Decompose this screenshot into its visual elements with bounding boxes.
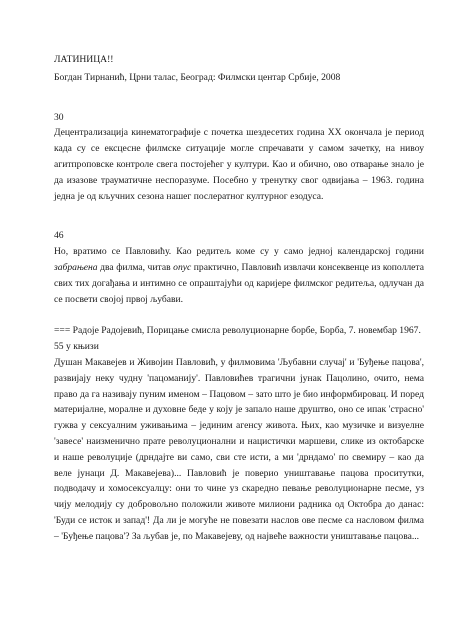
page-number-46: 46 [54, 230, 64, 242]
text-segment: практично, Павловић извлачи консеквенце из кополлета свих тих догађања и интимно се опраштајући од каријере филмског редитеља, одлучан да се посвети својој првој љубави. [54, 261, 424, 305]
quote-source: === Радоје Радојевић, Порицање смисла револуционарне борбе, Борба, 7. новембар 1967. [54, 325, 421, 337]
book-citation: Богдан Тирнанић, Црни талас, Београд: Филмски центар Србије, 2008 [54, 71, 341, 83]
italic-word-zabranjena: забрањена [54, 261, 98, 273]
section-text-46 [54, 244, 424, 307]
final-paragraph: Душан Макавејев и Живојин Павловић, у филмовима 'Љубавни случај' и 'Буђење пацова', развијају неку чудну 'пацоманију'. Павловићев трагични јунак Пацолино, очито, нема право да га називају пуним именом – Пацовом – зато што је био информбировац. И поред материјалне, моралне и духовне беде у коју је запало наше друштво, оно се ипак 'страсно' гужва у сексуалним уживањима – јединим агенсу живота. Њих, као музичке и визуелне 'завесе' наизменично прате револуционални и нацистички маршеви, слике из октобарске и наше револуције (дрндаjте ви само, сви сте исти, а ми 'дрндамо' по свемиру – као да веле јунаци Д. Макавејева)... Павловић је поверио уништавање пацова проситутки, подводачу и хомосексуалцу: они то чине уз скаредно певање револуционарне песме, уз чију мелодију су добровољно положили животе милиони радника од Октобра до данас: 'Буди се исток и запад'! Да ли је могуће не повезати наслов ове песме са насловом филма – 'Буђење пацова'? За љубав је, по Макавејеву, од највеће важности уништавање пацова... [54, 356, 424, 542]
document-page [54, 52, 424, 545]
page-number-30: 30 [54, 111, 64, 123]
italic-word-opus: опус [173, 261, 192, 273]
book-page-note: 55 у књизи [54, 341, 99, 353]
document-title: ЛАТИНИЦА!! [54, 54, 114, 65]
text-segment: два филма, читав [97, 261, 174, 273]
section-text-30: Децентрализација кинематографије с почетка шездесетих година XX окончала је период када су се ексцесне филмске ситуације могле спречавати у самом зачетку, на нивоу агитпроповске контроле свега постојећег у култури. Као и обично, ово отварање знало је да изазове трауматичне неспоразуме. Посебно у тренутку свог одвијања – 1963. година једна је од кључних сезона нашег послератног културног езодуса. [54, 127, 424, 202]
text-segment: Но, вратимо се Павловићу. Као редитељ коме су у само једној календарској години [54, 246, 424, 258]
